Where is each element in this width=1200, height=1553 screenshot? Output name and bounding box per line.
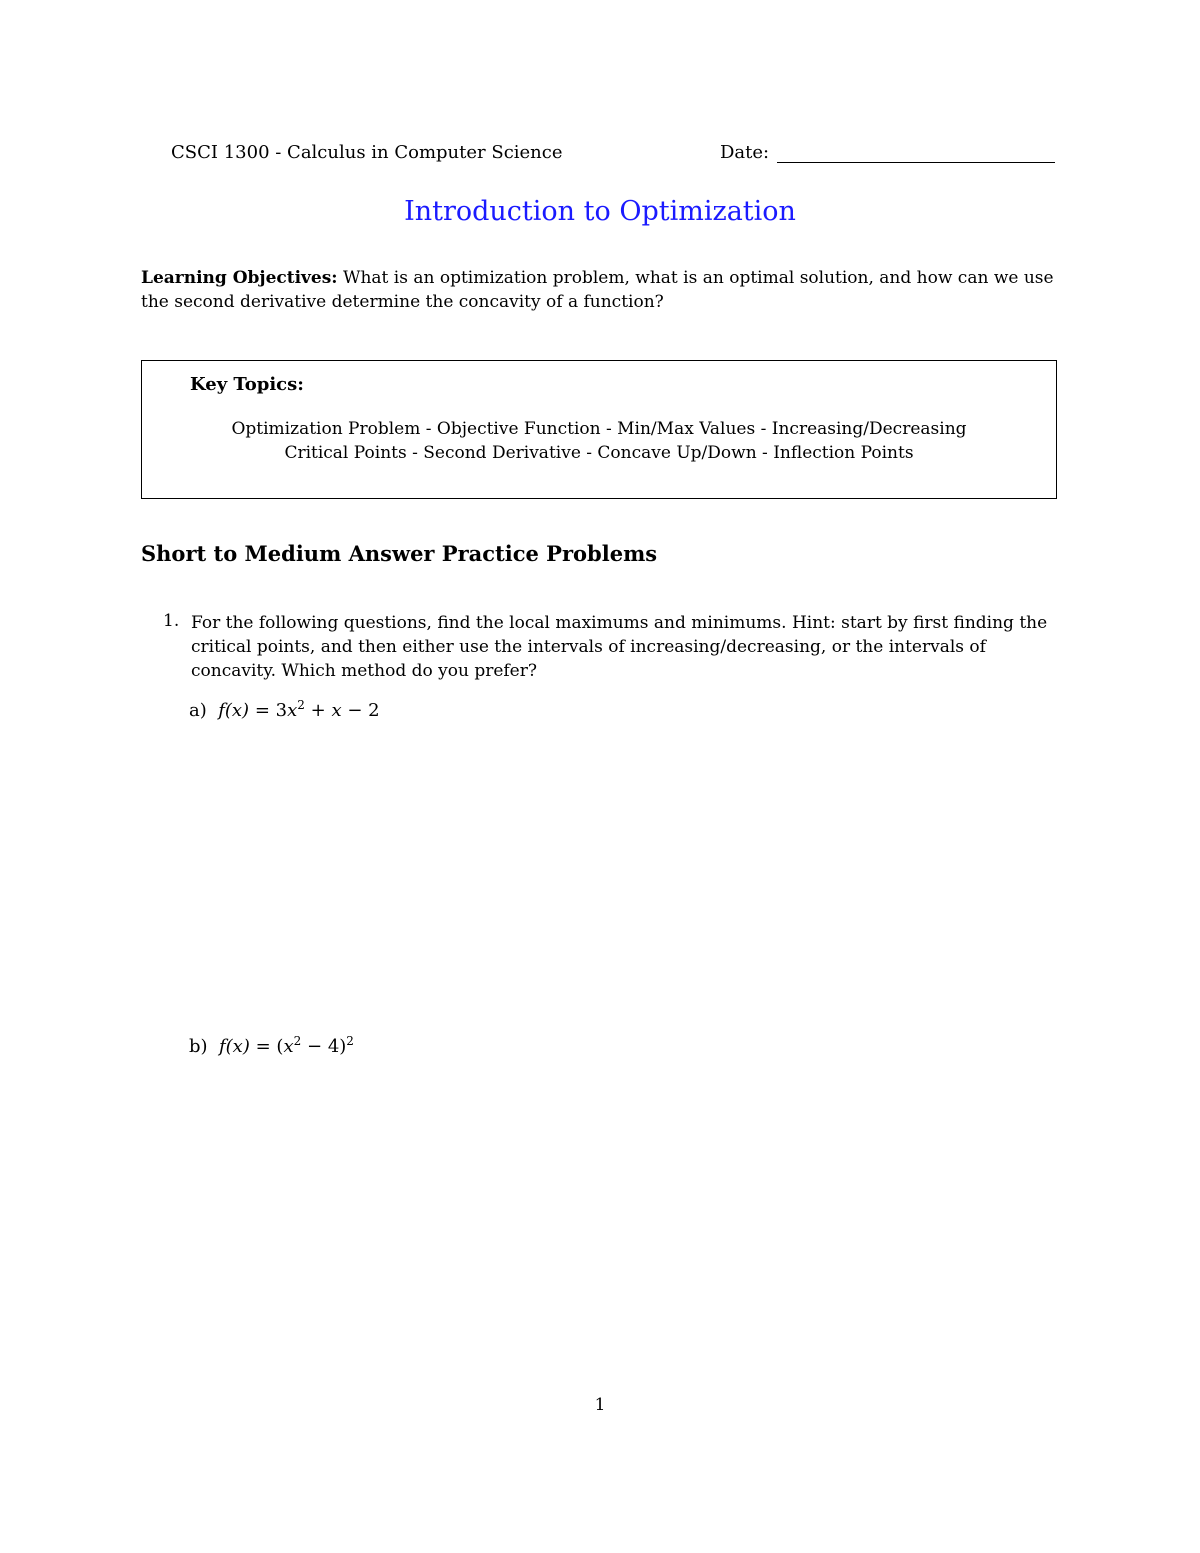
date-blank-line (777, 144, 1055, 163)
part-b-label: b) (189, 1036, 208, 1057)
part-b-const: 4 (327, 1036, 340, 1057)
key-topics-line-1: Optimization Problem - Objective Function - Min/Max Values - Increasing/Decreasing (231, 419, 967, 439)
part-b-equation (189, 1034, 354, 1057)
key-topics-title: Key Topics: (190, 374, 304, 395)
part-a-equation (189, 698, 380, 721)
section-heading: Short to Medium Answer Practice Problems (141, 541, 658, 566)
document-title: Introduction to Optimization (404, 196, 796, 227)
objectives-label: Learning Objectives: (141, 268, 338, 288)
date-field (720, 142, 1055, 163)
course-name: CSCI 1300 - Calculus in Computer Science (171, 142, 563, 163)
problem-number: 1. (163, 611, 180, 631)
part-a-x: x (331, 700, 342, 721)
learning-objectives (141, 266, 1061, 314)
objectives-text: What is an optimization problem, what is an optimal solution, and how can we use the second derivative determine the concavity of a function? (141, 268, 1054, 312)
page-number: 1 (594, 1395, 606, 1415)
key-topics-line-2: Critical Points - Second Derivative - Concave Up/Down - Inflection Points (284, 443, 914, 463)
part-b-lhs: f(x) (219, 1036, 250, 1057)
part-a-lhs: f(x) (218, 700, 250, 721)
problem-1 (141, 611, 1061, 683)
part-b-var: x (283, 1036, 294, 1057)
part-b-minus: − (306, 1036, 323, 1057)
part-a-label: a) (189, 700, 207, 721)
date-label: Date: (720, 142, 770, 163)
part-a-var: x (287, 700, 298, 721)
part-b-open: ( (276, 1036, 284, 1057)
part-a-plus: + (310, 700, 326, 721)
part-b-eq: = (255, 1036, 271, 1057)
problem-text: For the following questions, find the local maximums and minimums. Hint: start by first finding the critical points, and then either use the intervals of increasing/decreasing, or the intervals of concavity. Which method do you prefer? (191, 613, 1048, 681)
key-topics-box (141, 360, 1057, 499)
key-topics-list (142, 417, 1056, 465)
part-a-coef: 3 (275, 700, 288, 721)
part-b-exp-outer: 2 (346, 1034, 354, 1048)
part-b-exp-inner: 2 (293, 1034, 302, 1048)
part-a-const: 2 (368, 700, 380, 721)
part-a-exp: 2 (297, 698, 305, 712)
part-a-eq: = (254, 700, 270, 721)
part-a-minus: − (347, 700, 363, 721)
part-b-close: ) (339, 1036, 347, 1057)
